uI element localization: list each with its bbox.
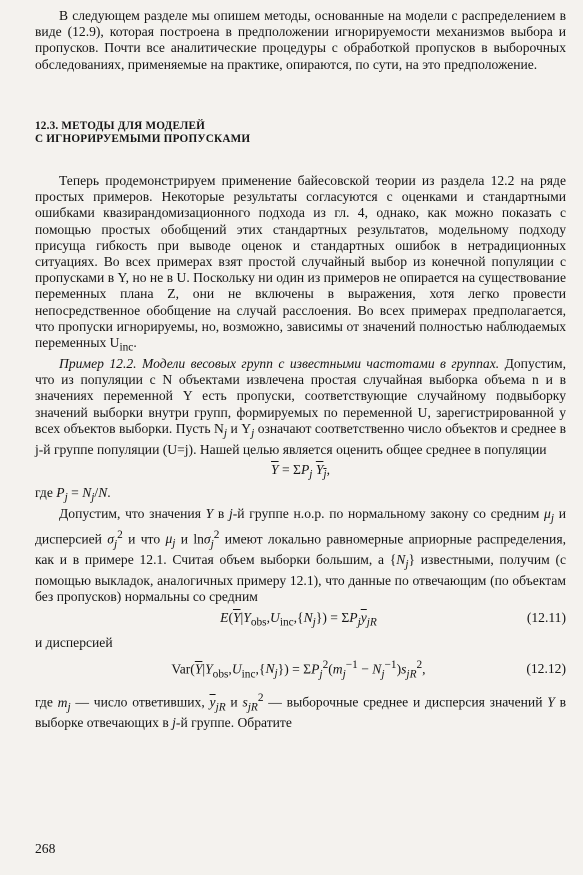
and-variance-line: и дисперсией	[35, 635, 113, 651]
section-heading	[35, 120, 566, 147]
where-line: где $P_j = N_j/N$.	[35, 484, 111, 504]
formula-population-mean: $\overline{Y} = \Sigma P_j$ $Y_j$,	[271, 461, 330, 481]
example-text-b: и Y	[227, 420, 252, 436]
equation-12-11-body: $E(\overline{Y}|Y_{obs},U_{inc},\{N_j\}) = \Sigma P_j\overline{y}_{jR}$	[220, 610, 377, 630]
example-title: Пример 12.2. Модели весовых групп с известными частотами в группах.	[59, 355, 500, 371]
final-paragraph: где $m_j$ — число ответивших, $\overline{y}_{jR}$ и $s_{jR}^2$ — выборочные среднее и дисперсия значений Y в выборке отвечающих в j-й группе. Обратите	[35, 692, 567, 731]
section-heading-line-2: С ИГНОРИРУЕМЫМИ ПРОПУСКАМИ	[35, 133, 251, 146]
example-text-c: означают соответственно число объектов и среднее в j-й группе популяции (U=j). Нашей целью является оценить общее среднее в популяции	[35, 420, 566, 457]
intro-paragraph: В следующем разделе мы опишем методы, основанные на модели с распределением в виде (12.9), которая построена в предположении игнорируемости механизмов выбора и пропусков. Почти все аналитические процедуры с обработкой пропусков в выборочных обследованиях, применяемые на практике, опираются, по сути, на это предположение.	[35, 8, 566, 72]
main-paragraph-text: Теперь продемонстрируем применение байесовской теории из раздела 12.2 на ряде простых примеров. Некоторые результаты согласуются с оценками и стандартными ошибками квазирандомизационного подхода из гл. 4, однако, как можно показать с помощью простых обобщений этих стандартных результатов, модельному подходу присуща гибкость при выводе оценок и стандартных ошибок в нетрадиционных ситуациях. Во всех примерах взят простой случайный выбор из конечной популяции с пропусками в Y, но не в U. Поскольку ни один из примеров не опирается на существование переменных плана Z, они не включены в выражения, хотя легко провести непосредственное обобщение на случай расслоения. Во всех примерах предполагается, что пропуски игнорируемы, но, возможно, зависимы от значений полностью наблюдаемых переменных U	[35, 173, 566, 351]
section-heading-line-1: 12.3. МЕТОДЫ ДЛЯ МОДЕЛЕЙ	[35, 119, 206, 132]
equation-12-12	[35, 657, 566, 682]
example-paragraph: Пример 12.2. Модели весовых групп с известными частотами в группах. Допустим, что из популяции с N объектами извлечена простая случайная выборка объема n и в значениях переменной Y есть пропуски, соответствующие случайному подвыборку значений выборки внутри групп, формируемых по переменной U, зарегистрированной у всех объектов выборки. Пусть $N_j$ и $Y_j$ означают соответственно число объектов и среднее в j-й группе популяции (U=j). Нашей целью является оценить общее среднее в популяции	[35, 355, 566, 457]
equation-12-12-number: (12.12)	[526, 661, 566, 677]
page-number: 268	[35, 841, 56, 856]
main-paragraph-subscript: inc	[119, 341, 134, 354]
equation-12-12-body: $Var(\overline{Y}|Y_{obs},U_{inc},\{N_j\}) = \Sigma P_j^2(m_j^{-1} - N_j^{-1})s_{jR}^2$,	[171, 658, 426, 680]
assume-paragraph: Допустим, что значения Y в j-й группе н.о.р. по нормальному закону со средним $\mu_j$ и дисперсией $\sigma_j^2$ и что $\mu_j$ и lnσ$_j^2$ имеют локально равномерные априорные распределения, как и в примере 12.1. Считая объем выборки большим, а $\{N_j\}$ известными, получим (с помощью выкладок, аналогичных примеру 12.1), что данные по отвечающим (по объектам без пропусков) нормальны со средним	[35, 505, 567, 605]
main-paragraph: Теперь продемонстрируем применение байесовской теории из раздела 12.2 на ряде простых примеров. Некоторые результаты согласуются с оценками и стандартными ошибками квазирандомизационного подхода из гл. 4, однако, как можно показать с помощью простых обобщений этих стандартных результатов, модельному подходу присуща гибкость при выводе оценок и стандартных ошибок в нетрадиционных ситуациях. Во всех примерах взят простой случайный выбор из конечной популяции с пропусками в Y, но не в U. Поскольку ни один из примеров не опирается на существование переменных плана Z, они не включены в выражения, хотя легко провести непосредственное обобщение на случай расслоения. Во всех примерах предполагается, что пропуски игнорируемы, но, возможно, зависимы от значений полностью наблюдаемых переменных $U_{inc}$.	[35, 173, 566, 354]
equation-12-11	[35, 610, 566, 631]
example-text-a: Допустим, что из популяции с N объектами извлечена простая случайная выборка объема n и в значениях переменной Y есть пропуски, соответствующие случайному подвыборку значений выборки внутри групп, формируемых по переменной U, зарегистрированной у всех объектов выборки. Пусть N	[35, 355, 566, 436]
equation-12-11-number: (12.11)	[526, 610, 566, 626]
